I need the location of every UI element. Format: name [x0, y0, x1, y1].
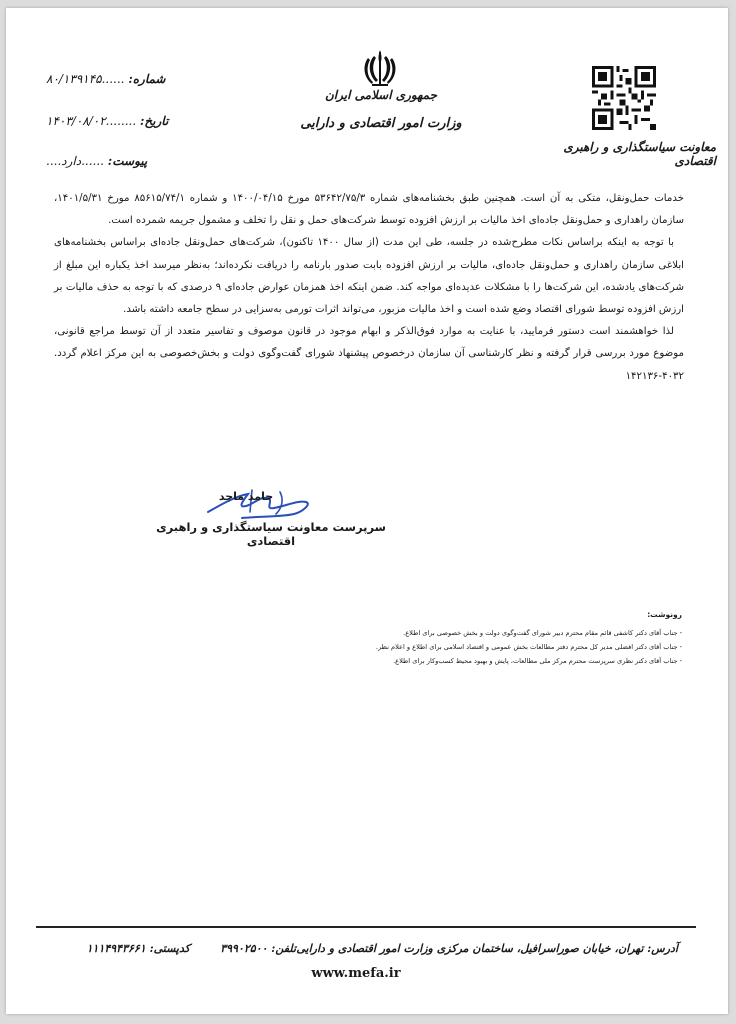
footer-phone: تلفن: ۳۹۹۰۲۵۰۰: [220, 942, 296, 955]
date-label: تاریخ:: [140, 114, 169, 128]
iran-emblem-icon: [358, 46, 402, 90]
attachment-value: ......دارد....: [46, 154, 104, 168]
letter-date: [46, 114, 168, 128]
attachment-label: پیوست:: [107, 154, 148, 168]
letter-attachment: [46, 154, 147, 168]
body-paragraph: خدمات حمل‌ونقل، متکی به آن است. همچنین طبق بخشنامه‌های شماره ۵۳۶۴۲/۷۵/۳ مورخ ۱۴۰۰/۰۴/۱۵ و شماره ۸۵۶۱۵/۷۴/۱ مورخ ۱۴۰۱/۵/۳۱، سازمان راهداری و حمل‌ونقل جاده‌ای اخذ مالیات بر ارزش افزوده توسط شرکت‌های حمل و نقل را تخلف و مشمول جریمه شمرده است.: [54, 193, 685, 227]
letter-body: [54, 188, 684, 388]
qr-code-icon: [592, 66, 656, 130]
footer-postal-code: کدپستی: ۱۱۱۴۹۴۳۶۶۱: [86, 942, 190, 955]
cc-item: - جناب آقای دکتر کاشفی قائم مقام محترم دبیر شورای گفت‌وگوی دولت و بخش خصوصی برای اطلاع.: [403, 629, 682, 637]
number-value: ......۸۰/۱۳۹۱۴۵: [46, 72, 125, 86]
deputy-title: معاونت سیاستگذاری و راهبری اقتصادی: [563, 140, 716, 168]
footer-address: آدرس: تهران، خیابان صوراسرافیل، ساختمان مرکزی وزارت امور اقتصادی و دارایی: [296, 942, 678, 955]
body-paragraph: با توجه به اینکه براساس نکات مطرح‌شده در جلسه، طی این مدت (از سال ۱۴۰۰ تاکنون)، شرکت‌های حمل‌ونقل جاده‌ای براساس بخشنامه‌های ابلاغی سازمان راهداری و حمل‌ونقل جاده‌ای، مالیات بر ارزش افزوده بابت صدور بارنامه را دریافت نکرده‌اند؛ به‌نظر میرسد اخذ یکباره این مبلغ از شرکت‌های یادشده، این شرکت‌ها را با مشکلات عدیده‌ای مواجه کند. ضمن اینکه اخذ همزمان عوارض جاده‌ای ۹ درصدی که با توجه به حذف مالیات بر ارزش افزوده توسط شورای اقتصاد وضع شده است و اخذ مالیات مزبور، می‌تواند اثرات تورمی به‌سزایی در سطح جامعه داشته باشد.: [54, 237, 684, 316]
signatory-title: سرپرست معاونت سیاستگذاری و راهبری اقتصادی: [156, 520, 386, 548]
body-paragraph: لذا خواهشمند است دستور فرمایید، با عنایت به موارد فوق‌الذکر و ابهام موجود در قانون موصوف و تفاسیر متعدد از آن توسط مراجع قانونی، موضوع مورد بررسی قرار گرفته و نظر کارشناسی آن سازمان درخصوص پیشنهاد شورای گفت‌وگوی دولت و بخش‌خصوصی به این مرکز اعلام گردد. ۴۰۳۲-۱۴۲۱۳۶: [54, 326, 684, 382]
cc-item: - جناب آقای دکتر نظری سرپرست محترم مرکز ملی مطالعات، پایش و بهبود محیط کسب‌وکار برای اطلاع.: [393, 657, 682, 665]
ministry-name: وزارت امور اقتصادی و دارایی: [300, 116, 462, 131]
footer-website: www.mefa.ir: [311, 966, 401, 981]
letter-page: [6, 8, 728, 1014]
number-label: شماره:: [128, 72, 166, 86]
signatory-name: حامد ماجد: [218, 490, 274, 503]
cc-item: - جناب آقای دکتر افضلی مدیر کل محترم دفتر مطالعات بخش عمومی و اقتصاد اسلامی برای اطلاع و اعلام نظر.: [375, 643, 682, 651]
cc-heading: رونوشت:: [647, 610, 682, 619]
letter-number: [46, 72, 166, 86]
government-name: جمهوری اسلامی ایران: [324, 88, 438, 102]
date-value: ........۱۴۰۳/۰۸/۰۲: [46, 114, 137, 128]
footer-divider: [36, 926, 696, 928]
cc-list: [256, 608, 682, 668]
